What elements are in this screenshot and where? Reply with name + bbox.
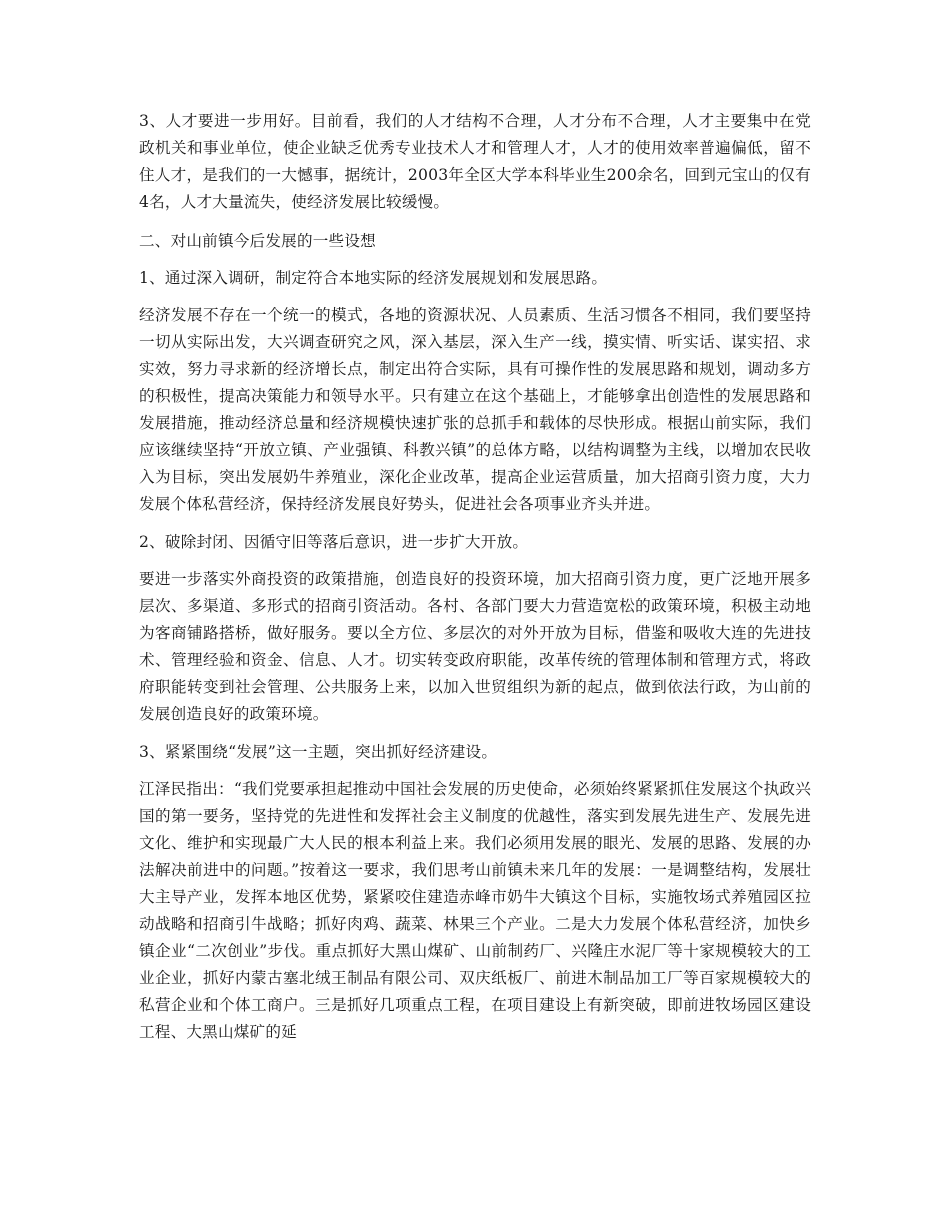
paragraph-development-plan: 江泽民指出：“我们党要承担起推动中国社会发展的历史使命，必须始终紧紧抓住发展这个执政兴国的第一要务，坚持党的先进性和发挥社会主义制度的优越性，落实到发展先进生产、发展先进文化、维护和实现最广大人民的根本利益上来。我们必须用发展的眼光、发展的思路、发展的办法解决前进中的问题。”按着这一要求，我们思考山前镇未来几年的发展：一是调整结构，发展壮大主导产业，发挥本地区优势，紧紧咬住建造赤峰市奶牛大镇这个目标，实施牧场式养殖园区拉动战略和招商引牛战略；抓好肉鸡、蔬菜、林果三个产业。二是大力发展个体私营经济，加快乡镇企业“二次创业”步伐。重点抓好大黑山煤矿、山前制药厂、兴隆庄水泥厂等十家规模较大的工业企业，抓好内蒙古塞北绒王制品有限公司、双庆纸板厂、前进木制品加工厂等百家规模较大的私营企业和个体工商户。三是抓好几项重点工程，在项目建设上有新突破，即前进牧场园区建设工程、大黑山煤矿的延 [139, 780, 811, 1041]
subheading-opening-up: 2、破除封闭、因循守旧等落后意识，进一步扩大开放。 [139, 533, 529, 551]
paragraph-investment-policy: 要进一步落实外商投资的政策措施，创造良好的投资环境，加大招商引资力度，更广泛地开展多层次、多渠道、多形式的招商引资活动。各村、各部门要大力营造宽松的政策环境，积极主动地为客商铺路搭桥，做好服务。要以全方位、多层次的对外开放为目标，借鉴和吸收大连的先进技术、管理经验和资金、信息、人才。切实转变政府职能，改革传统的管理体制和管理方式，将政府职能转变到社会管理、公共服务上来，以加入世贸组织为新的起点，做到依法行政，为山前的发展创造良好的政策环境。 [139, 570, 811, 723]
paragraph-economic-model: 经济发展不存在一个统一的模式，各地的资源状况、人员素质、生活习惯各不相同，我们要坚持一切从实际出发，大兴调查研究之风，深入基层，深入生产一线，摸实情、听实话、谋实招、求实效，努力寻求新的经济增长点，制定出符合实际，具有可操作性的发展思路和规划，调动多方的积极性，提高决策能力和领导水平。只有建立在这个基础上，才能够拿出创造性的发展思路和发展措施，推动经济总量和经济规模快速扩张的总抓手和载体的尽快形成。根据山前实际，我们应该继续坚持“开放立镇、产业强镇、科教兴镇”的总体方略，以结构调整为主线，以增加农民收入为目标，突出发展奶牛养殖业，深化企业改革，提高企业运营质量，加大招商引资力度，大力发展个体私营经济，保持经济发展良好势头，促进社会各项事业齐头并进。 [139, 306, 811, 513]
document-page [139, 108, 811, 1057]
paragraph-talent: 3、人才要进一步用好。目前看，我们的人才结构不合理，人才分布不合理，人才主要集中在党政机关和事业单位，使企业缺乏优秀专业技术人才和管理人才，人才的使用效率普遍偏低，留不住人才，是我们的一大憾事，据统计，2003年全区大学本科毕业生200余名，回到元宝山的仅有4名，人才大量流失，使经济发展比较缓慢。 [139, 112, 811, 211]
subheading-research-planning: 1、通过深入调研，制定符合本地实际的经济发展规划和发展思路。 [139, 269, 608, 287]
subheading-economic-construction: 3、紧紧围绕“发展”这一主题，突出抓好经济建设。 [139, 743, 498, 761]
section-heading-development-ideas: 二、对山前镇今后发展的一些设想 [139, 232, 376, 250]
